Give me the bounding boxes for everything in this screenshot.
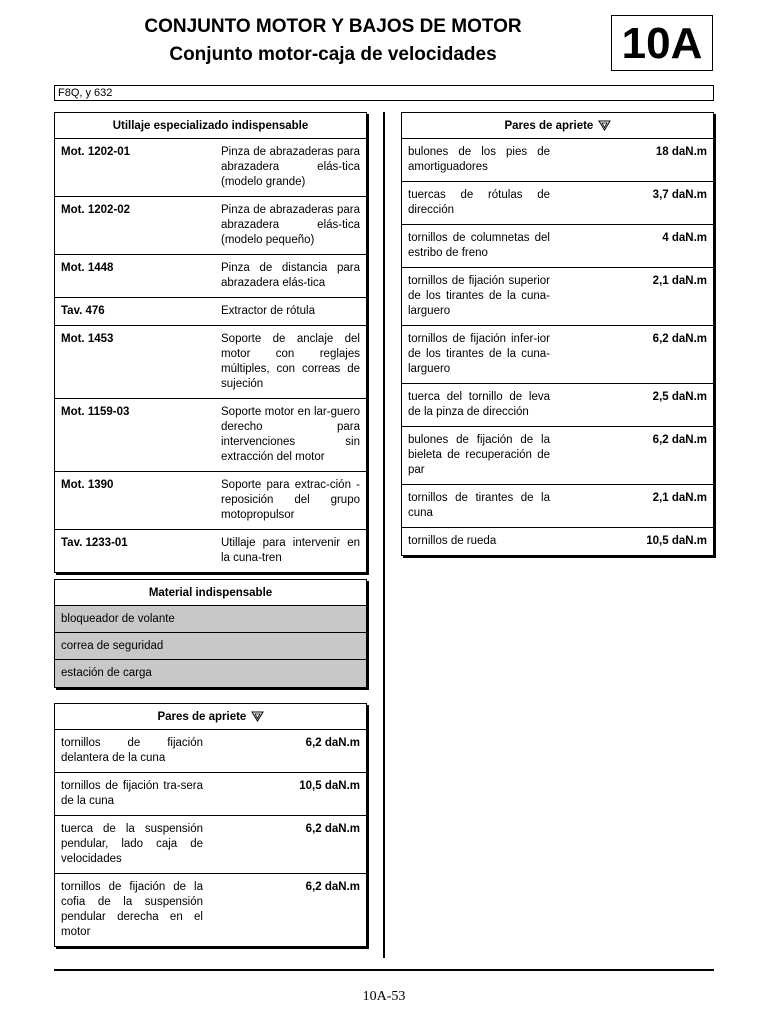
- table-row: [402, 326, 713, 384]
- tools-table-heading: Utillaje especializado indispensable: [55, 113, 366, 139]
- torque-item: bulones de los pies de amortiguadores: [408, 146, 550, 173]
- table-row: [402, 427, 713, 485]
- material-table-heading: Material indispensable: [55, 580, 366, 606]
- table-row: [55, 298, 366, 326]
- torque-value: 3,7 daN.m: [652, 189, 707, 201]
- torque-item: tornillos de tirantes de la cuna: [408, 492, 550, 519]
- table-row: [402, 528, 713, 555]
- tools-table: [54, 112, 367, 573]
- torque-value: 6,2 daN.m: [305, 881, 360, 893]
- torque-table-left: [54, 703, 367, 947]
- material-table: [54, 579, 367, 688]
- tool-description: Pinza de abrazaderas para abrazadera elás-tica (modelo grande): [221, 146, 360, 188]
- torque-item: tornillos de columnetas del estribo de freno: [408, 232, 550, 259]
- table-row: [55, 255, 366, 298]
- table-row: [55, 139, 366, 197]
- table-row: [402, 182, 713, 225]
- page-subtitle: Conjunto motor-caja de velocidades: [169, 44, 497, 65]
- table-row: [55, 530, 366, 572]
- torque-value: 10,5 daN.m: [299, 780, 360, 792]
- torque-item: tornillos de fijación infer-ior de los tirantes de la cuna-larguero: [408, 333, 550, 375]
- tool-ref: Tav. 1233-01: [61, 537, 128, 549]
- table-row: [55, 773, 366, 816]
- table-row: [55, 874, 366, 946]
- torque-value: 2,1 daN.m: [652, 492, 707, 504]
- title-block: [100, 14, 566, 70]
- tool-description: Pinza de abrazaderas para abrazadera elás-tica (modelo pequeño): [221, 204, 360, 246]
- torque-item: tornillos de fijación superior de los tirantes de la cuna-larguero: [408, 275, 550, 317]
- torque-value: 6,2 daN.m: [652, 434, 707, 446]
- torque-value: 10,5 daN.m: [646, 535, 707, 547]
- torque-left-heading-label: Pares de apriete: [157, 711, 247, 723]
- tool-ref: Mot. 1159-03: [61, 406, 130, 418]
- torque-right-heading-label: Pares de apriete: [504, 120, 594, 132]
- tool-ref: Mot. 1453: [61, 333, 114, 345]
- model-line: F8Q, y 632: [54, 85, 714, 101]
- tool-ref: Mot. 1202-01: [61, 146, 131, 158]
- table-row: [402, 139, 713, 182]
- torque-value: 6,2 daN.m: [652, 333, 707, 345]
- torque-item: tuerca de la suspensión pendular, lado caja de velocidades: [61, 823, 203, 865]
- tool-ref: Tav. 476: [61, 305, 105, 317]
- material-item: bloqueador de volante: [55, 606, 366, 633]
- torque-right-heading: [402, 113, 713, 139]
- table-row: [402, 225, 713, 268]
- column-divider: [383, 112, 385, 958]
- torque-item: tornillos de rueda: [408, 535, 497, 547]
- torque-item: tuercas de rótulas de dirección: [408, 189, 550, 216]
- torque-item: bulones de fijación de la bieleta de recuperación de par: [408, 434, 550, 476]
- tool-description: Utillaje para intervenir en la cuna-tren: [221, 537, 360, 564]
- material-item: estación de carga: [55, 660, 366, 687]
- torque-table-right: [401, 112, 714, 556]
- tool-description: Extractor de rótula: [221, 305, 315, 317]
- tool-ref: Mot. 1390: [61, 479, 114, 491]
- torque-left-heading: [55, 704, 366, 730]
- torque-item: tornillos de fijación tra-sera de la cuna: [61, 780, 203, 807]
- triangle-down-icon: [251, 710, 264, 722]
- footer-rule: [54, 969, 714, 971]
- material-item: correa de seguridad: [55, 633, 366, 660]
- table-row: [402, 485, 713, 528]
- table-row: [55, 472, 366, 530]
- page-title: CONJUNTO MOTOR Y BAJOS DE MOTOR: [144, 16, 522, 37]
- tool-description: Pinza de distancia para abrazadera elás-tica: [221, 262, 360, 289]
- table-row: [55, 399, 366, 472]
- tool-description: Soporte para extrac-ción - reposición del grupo motopropulsor: [221, 479, 360, 521]
- tool-description: Soporte motor en lar-guero derecho para intervenciones sin extracción del motor: [221, 406, 360, 463]
- tool-ref: Mot. 1448: [61, 262, 114, 274]
- torque-item: tornillos de fijación delantera de la cuna: [61, 737, 203, 764]
- tool-description: Soporte de anclaje del motor con reglajes múltiples, con correas de sujeción: [221, 333, 360, 390]
- torque-value: 6,2 daN.m: [305, 823, 360, 835]
- section-badge: 10A: [611, 15, 713, 71]
- table-row: [55, 326, 366, 399]
- table-row: [402, 384, 713, 427]
- torque-value: 2,5 daN.m: [652, 391, 707, 403]
- table-row: [55, 197, 366, 255]
- torque-value: 2,1 daN.m: [652, 275, 707, 287]
- torque-item: tornillos de fijación de la cofia de la suspensión pendular derecha en el motor: [61, 881, 203, 938]
- table-row: [402, 268, 713, 326]
- table-row: [55, 816, 366, 874]
- triangle-down-icon: [598, 119, 611, 131]
- torque-item: tuerca del tornillo de leva de la pinza de dirección: [408, 391, 550, 418]
- page-number: 10A-53: [362, 989, 406, 1004]
- torque-value: 18 daN.m: [655, 146, 707, 158]
- torque-value: 4 daN.m: [662, 232, 707, 244]
- table-row: [55, 730, 366, 773]
- torque-value: 6,2 daN.m: [305, 737, 360, 749]
- tool-ref: Mot. 1202-02: [61, 204, 131, 216]
